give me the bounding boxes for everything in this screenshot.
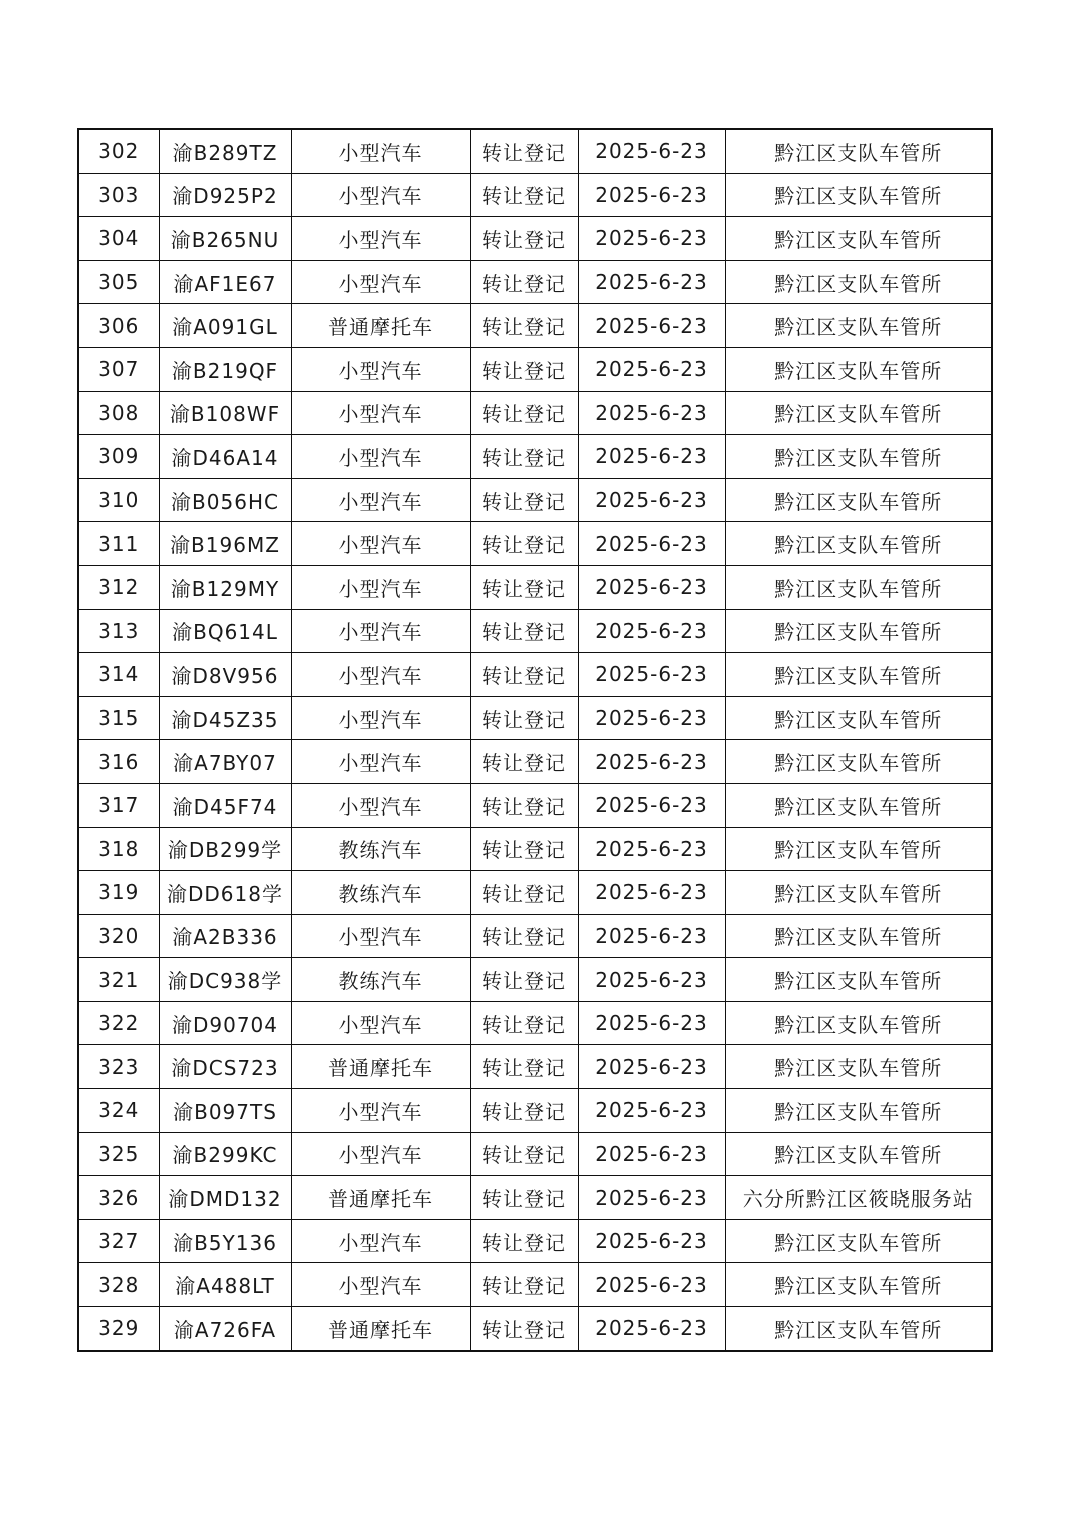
date-cell: 2025-6-23 — [578, 1263, 725, 1307]
row-number-cell: 305 — [78, 260, 159, 304]
business-type-cell: 转让登记 — [470, 1263, 578, 1307]
office-cell: 黔江区支队车管所 — [725, 696, 992, 740]
business-type-cell: 转让登记 — [470, 1307, 578, 1351]
row-number-cell: 308 — [78, 391, 159, 435]
table-row — [78, 609, 992, 653]
office-cell: 黔江区支队车管所 — [725, 1307, 992, 1351]
row-number-cell: 329 — [78, 1307, 159, 1351]
plate-number-cell: 渝DCS723 — [159, 1045, 291, 1089]
business-type-cell: 转让登记 — [470, 1176, 578, 1220]
business-type-cell: 转让登记 — [470, 783, 578, 827]
plate-number-cell: 渝B097TS — [159, 1089, 291, 1133]
business-type-cell: 转让登记 — [470, 217, 578, 261]
table-row — [78, 1176, 992, 1220]
plate-number-cell: 渝A7BY07 — [159, 740, 291, 784]
office-cell: 黔江区支队车管所 — [725, 565, 992, 609]
business-type-cell: 转让登记 — [470, 740, 578, 784]
plate-number-cell: 渝B108WF — [159, 391, 291, 435]
date-cell: 2025-6-23 — [578, 391, 725, 435]
vehicle-type-cell: 教练汽车 — [291, 871, 470, 915]
row-number-cell: 322 — [78, 1001, 159, 1045]
row-number-cell: 310 — [78, 478, 159, 522]
business-type-cell: 转让登记 — [470, 653, 578, 697]
plate-number-cell: 渝DB299学 — [159, 827, 291, 871]
vehicle-type-cell: 小型汽车 — [291, 347, 470, 391]
date-cell: 2025-6-23 — [578, 914, 725, 958]
date-cell: 2025-6-23 — [578, 1089, 725, 1133]
vehicle-type-cell: 小型汽车 — [291, 609, 470, 653]
row-number-cell: 313 — [78, 609, 159, 653]
plate-number-cell: 渝A091GL — [159, 304, 291, 348]
plate-number-cell: 渝A726FA — [159, 1307, 291, 1351]
plate-number-cell: 渝B299KC — [159, 1132, 291, 1176]
table-row — [78, 740, 992, 784]
office-cell: 黔江区支队车管所 — [725, 958, 992, 1002]
business-type-cell: 转让登记 — [470, 565, 578, 609]
date-cell: 2025-6-23 — [578, 827, 725, 871]
business-type-cell: 转让登记 — [470, 609, 578, 653]
vehicle-type-cell: 小型汽车 — [291, 1001, 470, 1045]
date-cell: 2025-6-23 — [578, 435, 725, 479]
row-number-cell: 304 — [78, 217, 159, 261]
table-row — [78, 478, 992, 522]
date-cell: 2025-6-23 — [578, 783, 725, 827]
vehicle-type-cell: 小型汽车 — [291, 522, 470, 566]
plate-number-cell: 渝DC938学 — [159, 958, 291, 1002]
table-row — [78, 435, 992, 479]
vehicle-type-cell: 小型汽车 — [291, 565, 470, 609]
plate-number-cell: 渝D90704 — [159, 1001, 291, 1045]
vehicle-type-cell: 普通摩托车 — [291, 1176, 470, 1220]
business-type-cell: 转让登记 — [470, 1001, 578, 1045]
office-cell: 黔江区支队车管所 — [725, 217, 992, 261]
vehicle-type-cell: 小型汽车 — [291, 391, 470, 435]
row-number-cell: 323 — [78, 1045, 159, 1089]
row-number-cell: 326 — [78, 1176, 159, 1220]
row-number-cell: 324 — [78, 1089, 159, 1133]
business-type-cell: 转让登记 — [470, 391, 578, 435]
vehicle-type-cell: 小型汽车 — [291, 217, 470, 261]
plate-number-cell: 渝A2B336 — [159, 914, 291, 958]
vehicle-type-cell: 小型汽车 — [291, 1263, 470, 1307]
business-type-cell: 转让登记 — [470, 129, 578, 173]
vehicle-type-cell: 小型汽车 — [291, 478, 470, 522]
business-type-cell: 转让登记 — [470, 522, 578, 566]
office-cell: 黔江区支队车管所 — [725, 435, 992, 479]
table-row — [78, 653, 992, 697]
row-number-cell: 302 — [78, 129, 159, 173]
plate-number-cell: 渝B289TZ — [159, 129, 291, 173]
table-row — [78, 958, 992, 1002]
plate-number-cell: 渝B196MZ — [159, 522, 291, 566]
table-row — [78, 1307, 992, 1351]
table-row — [78, 827, 992, 871]
office-cell: 黔江区支队车管所 — [725, 1132, 992, 1176]
date-cell: 2025-6-23 — [578, 958, 725, 1002]
plate-number-cell: 渝B265NU — [159, 217, 291, 261]
table-row — [78, 260, 992, 304]
vehicle-type-cell: 普通摩托车 — [291, 304, 470, 348]
vehicle-type-cell: 小型汽车 — [291, 696, 470, 740]
plate-number-cell: 渝D8V956 — [159, 653, 291, 697]
row-number-cell: 318 — [78, 827, 159, 871]
date-cell: 2025-6-23 — [578, 609, 725, 653]
vehicle-type-cell: 小型汽车 — [291, 260, 470, 304]
vehicle-type-cell: 普通摩托车 — [291, 1045, 470, 1089]
row-number-cell: 312 — [78, 565, 159, 609]
date-cell: 2025-6-23 — [578, 1219, 725, 1263]
registration-table-body — [78, 129, 992, 1351]
date-cell: 2025-6-23 — [578, 347, 725, 391]
date-cell: 2025-6-23 — [578, 653, 725, 697]
plate-number-cell: 渝AF1E67 — [159, 260, 291, 304]
plate-number-cell: 渝B129MY — [159, 565, 291, 609]
vehicle-type-cell: 小型汽车 — [291, 1219, 470, 1263]
business-type-cell: 转让登记 — [470, 1219, 578, 1263]
date-cell: 2025-6-23 — [578, 1176, 725, 1220]
table-row — [78, 129, 992, 173]
date-cell: 2025-6-23 — [578, 1132, 725, 1176]
office-cell: 黔江区支队车管所 — [725, 783, 992, 827]
office-cell: 黔江区支队车管所 — [725, 1089, 992, 1133]
vehicle-type-cell: 小型汽车 — [291, 1089, 470, 1133]
table-row — [78, 565, 992, 609]
row-number-cell: 327 — [78, 1219, 159, 1263]
plate-number-cell: 渝A488LT — [159, 1263, 291, 1307]
office-cell: 黔江区支队车管所 — [725, 391, 992, 435]
row-number-cell: 316 — [78, 740, 159, 784]
date-cell: 2025-6-23 — [578, 740, 725, 784]
table-row — [78, 1089, 992, 1133]
office-cell: 黔江区支队车管所 — [725, 1263, 992, 1307]
table-row — [78, 391, 992, 435]
business-type-cell: 转让登记 — [470, 260, 578, 304]
row-number-cell: 320 — [78, 914, 159, 958]
table-row — [78, 783, 992, 827]
vehicle-type-cell: 小型汽车 — [291, 740, 470, 784]
vehicle-type-cell: 小型汽车 — [291, 435, 470, 479]
date-cell: 2025-6-23 — [578, 565, 725, 609]
table-row — [78, 1001, 992, 1045]
plate-number-cell: 渝D46A14 — [159, 435, 291, 479]
date-cell: 2025-6-23 — [578, 696, 725, 740]
date-cell: 2025-6-23 — [578, 1045, 725, 1089]
row-number-cell: 309 — [78, 435, 159, 479]
date-cell: 2025-6-23 — [578, 871, 725, 915]
plate-number-cell: 渝B5Y136 — [159, 1219, 291, 1263]
office-cell: 黔江区支队车管所 — [725, 478, 992, 522]
business-type-cell: 转让登记 — [470, 1089, 578, 1133]
office-cell: 黔江区支队车管所 — [725, 914, 992, 958]
office-cell: 黔江区支队车管所 — [725, 173, 992, 217]
row-number-cell: 311 — [78, 522, 159, 566]
vehicle-type-cell: 小型汽车 — [291, 653, 470, 697]
office-cell: 黔江区支队车管所 — [725, 609, 992, 653]
office-cell: 黔江区支队车管所 — [725, 653, 992, 697]
office-cell: 黔江区支队车管所 — [725, 871, 992, 915]
table-row — [78, 347, 992, 391]
plate-number-cell: 渝B056HC — [159, 478, 291, 522]
office-cell: 黔江区支队车管所 — [725, 1219, 992, 1263]
plate-number-cell: 渝BQ614L — [159, 609, 291, 653]
plate-number-cell: 渝D45Z35 — [159, 696, 291, 740]
office-cell: 黔江区支队车管所 — [725, 1001, 992, 1045]
business-type-cell: 转让登记 — [470, 1045, 578, 1089]
row-number-cell: 328 — [78, 1263, 159, 1307]
row-number-cell: 317 — [78, 783, 159, 827]
business-type-cell: 转让登记 — [470, 827, 578, 871]
date-cell: 2025-6-23 — [578, 1001, 725, 1045]
vehicle-type-cell: 教练汽车 — [291, 827, 470, 871]
office-cell: 黔江区支队车管所 — [725, 347, 992, 391]
office-cell: 黔江区支队车管所 — [725, 827, 992, 871]
table-row — [78, 696, 992, 740]
date-cell: 2025-6-23 — [578, 478, 725, 522]
office-cell: 黔江区支队车管所 — [725, 129, 992, 173]
date-cell: 2025-6-23 — [578, 260, 725, 304]
row-number-cell: 325 — [78, 1132, 159, 1176]
date-cell: 2025-6-23 — [578, 1307, 725, 1351]
vehicle-type-cell: 普通摩托车 — [291, 1307, 470, 1351]
business-type-cell: 转让登记 — [470, 173, 578, 217]
business-type-cell: 转让登记 — [470, 958, 578, 1002]
office-cell: 黔江区支队车管所 — [725, 260, 992, 304]
date-cell: 2025-6-23 — [578, 173, 725, 217]
registration-table — [77, 128, 993, 1352]
business-type-cell: 转让登记 — [470, 914, 578, 958]
vehicle-type-cell: 小型汽车 — [291, 173, 470, 217]
row-number-cell: 315 — [78, 696, 159, 740]
row-number-cell: 319 — [78, 871, 159, 915]
table-row — [78, 1045, 992, 1089]
office-cell: 黔江区支队车管所 — [725, 1045, 992, 1089]
table-row — [78, 871, 992, 915]
plate-number-cell: 渝D45F74 — [159, 783, 291, 827]
business-type-cell: 转让登记 — [470, 478, 578, 522]
date-cell: 2025-6-23 — [578, 129, 725, 173]
office-cell: 黔江区支队车管所 — [725, 522, 992, 566]
table-row — [78, 304, 992, 348]
plate-number-cell: 渝DMD132 — [159, 1176, 291, 1220]
table-row — [78, 217, 992, 261]
office-cell: 黔江区支队车管所 — [725, 304, 992, 348]
vehicle-type-cell: 小型汽车 — [291, 1132, 470, 1176]
date-cell: 2025-6-23 — [578, 304, 725, 348]
business-type-cell: 转让登记 — [470, 871, 578, 915]
table-row — [78, 522, 992, 566]
row-number-cell: 306 — [78, 304, 159, 348]
business-type-cell: 转让登记 — [470, 435, 578, 479]
plate-number-cell: 渝DD618学 — [159, 871, 291, 915]
row-number-cell: 321 — [78, 958, 159, 1002]
row-number-cell: 314 — [78, 653, 159, 697]
table-row — [78, 1132, 992, 1176]
plate-number-cell: 渝D925P2 — [159, 173, 291, 217]
office-cell: 六分所黔江区筱晓服务站 — [725, 1176, 992, 1220]
business-type-cell: 转让登记 — [470, 696, 578, 740]
table-row — [78, 173, 992, 217]
business-type-cell: 转让登记 — [470, 347, 578, 391]
date-cell: 2025-6-23 — [578, 522, 725, 566]
vehicle-type-cell: 小型汽车 — [291, 783, 470, 827]
vehicle-type-cell: 小型汽车 — [291, 129, 470, 173]
plate-number-cell: 渝B219QF — [159, 347, 291, 391]
date-cell: 2025-6-23 — [578, 217, 725, 261]
vehicle-type-cell: 教练汽车 — [291, 958, 470, 1002]
business-type-cell: 转让登记 — [470, 1132, 578, 1176]
table-row — [78, 914, 992, 958]
business-type-cell: 转让登记 — [470, 304, 578, 348]
row-number-cell: 303 — [78, 173, 159, 217]
table-row — [78, 1219, 992, 1263]
vehicle-type-cell: 小型汽车 — [291, 914, 470, 958]
office-cell: 黔江区支队车管所 — [725, 740, 992, 784]
table-row — [78, 1263, 992, 1307]
row-number-cell: 307 — [78, 347, 159, 391]
